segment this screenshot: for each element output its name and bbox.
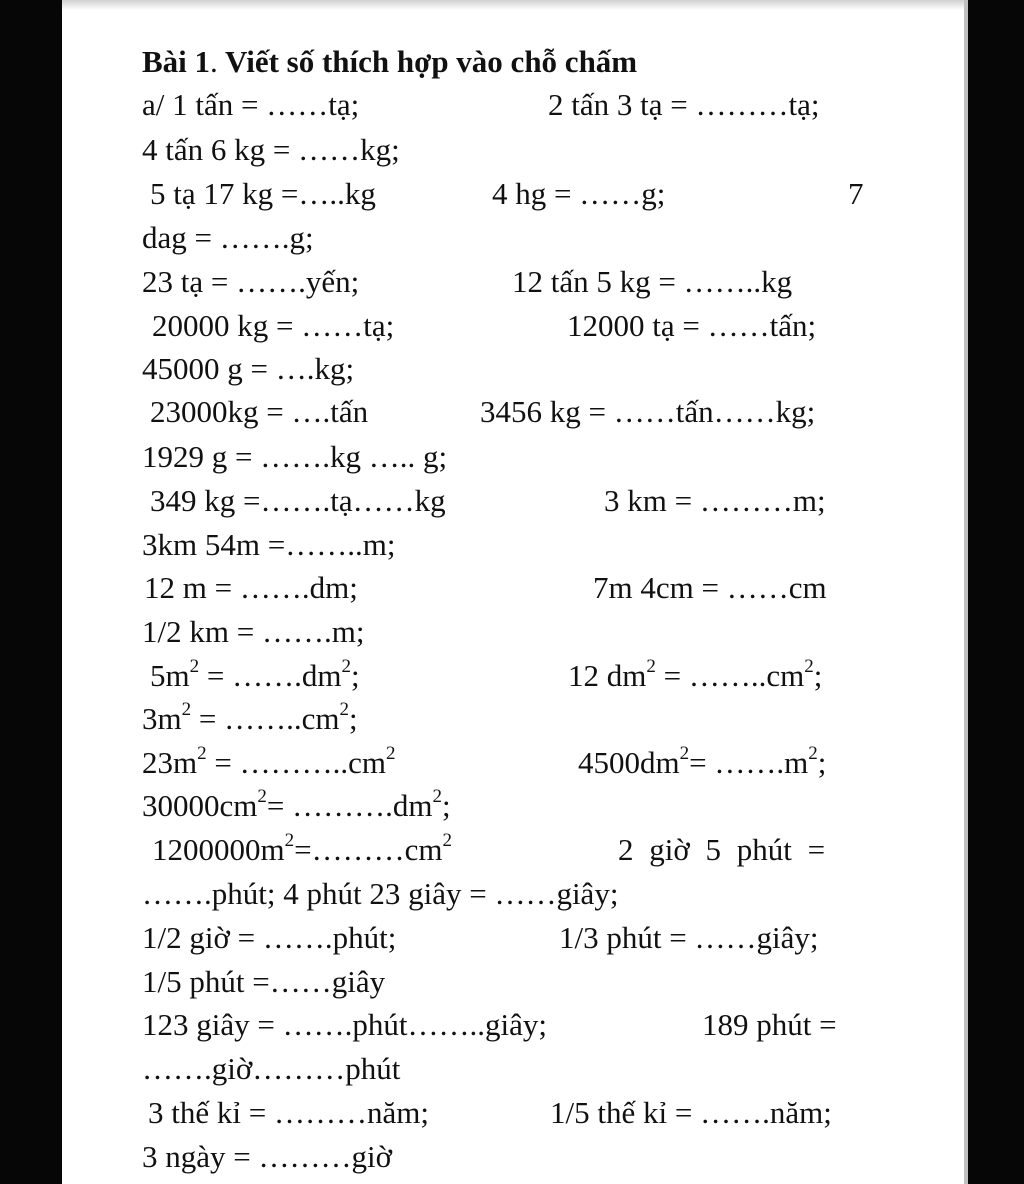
- text: 5m: [150, 658, 190, 693]
- item: 7: [848, 176, 864, 211]
- superscript: 2: [257, 785, 267, 807]
- text: 1200000m: [152, 832, 285, 867]
- superscript: 2: [808, 742, 818, 764]
- item: 3km 54m =……..m;: [142, 527, 396, 562]
- exercise-line: [62, 1135, 964, 1179]
- text: ;: [350, 658, 360, 693]
- item: 3 thế kỉ = ………năm;: [148, 1095, 429, 1130]
- item: dag = …….g;: [142, 220, 314, 255]
- item: 189 phút =: [702, 1007, 837, 1042]
- item: 5 tạ 17 kg =…..kg: [150, 176, 376, 211]
- item: 3 km = ………m;: [604, 483, 826, 518]
- superscript: 2: [181, 698, 192, 720]
- exercise-line: [62, 128, 964, 172]
- exercise-line: [62, 216, 964, 260]
- exercise-line: [62, 610, 964, 654]
- item: [142, 784, 451, 828]
- exercise-title: [62, 40, 964, 84]
- item: …….giờ………phút: [142, 1051, 401, 1086]
- superscript: 2: [189, 655, 200, 677]
- exercise-line: [62, 1091, 964, 1135]
- superscript: 2: [341, 655, 351, 677]
- exercise-line: [62, 523, 964, 567]
- item: 1/2 giờ = …….phút;: [142, 920, 397, 955]
- superscript: 2: [339, 698, 349, 720]
- text: 23m: [142, 745, 198, 780]
- text: ;: [813, 658, 823, 693]
- document-page: [62, 0, 964, 1184]
- item: [142, 741, 395, 785]
- exercise-line: [62, 1047, 964, 1091]
- exercise-line: [62, 654, 964, 698]
- exercise-line: [62, 304, 964, 348]
- item: 1929 g = …….kg ….. g;: [142, 439, 448, 474]
- exercise-line: [62, 479, 964, 523]
- item: 123 giây = …….phút……..giây;: [142, 1007, 547, 1042]
- superscript: 2: [442, 829, 452, 851]
- exercise-line: [62, 741, 964, 785]
- exercise-line: [62, 1003, 964, 1047]
- text: =………cm: [294, 832, 443, 867]
- exercise-line: [62, 828, 964, 872]
- item: 4 tấn 6 kg = ……kg;: [142, 132, 400, 167]
- text: = …….m: [689, 745, 809, 780]
- exercise-line: [62, 390, 964, 434]
- item: 20000 kg = ……tạ;: [152, 308, 395, 343]
- superscript: 2: [284, 829, 295, 851]
- superscript: 2: [646, 655, 656, 677]
- title-text: Viết số thích hợp vào chỗ chấm: [217, 44, 638, 79]
- item: 45000 g = ….kg;: [142, 351, 355, 386]
- text: ;: [817, 745, 827, 780]
- item: [152, 828, 452, 872]
- exercise-line: [62, 697, 964, 741]
- exercise-line: [62, 784, 964, 828]
- item: 12 m = …….dm;: [144, 570, 358, 605]
- item: [568, 654, 822, 698]
- text: = ……..cm: [655, 658, 805, 693]
- item: 23000kg = ….tấn: [150, 394, 369, 429]
- superscript: 2: [432, 785, 442, 807]
- text: = ……..cm: [191, 701, 340, 736]
- text: 30000cm: [142, 788, 258, 823]
- text: ;: [441, 788, 451, 823]
- item: 3 ngày = ………giờ: [142, 1139, 392, 1174]
- title-bold: Bài 1: [142, 44, 211, 79]
- item: [142, 697, 358, 741]
- item: [150, 654, 360, 698]
- exercise-line: [62, 260, 964, 304]
- exercise-line: [62, 347, 964, 391]
- item: [578, 741, 826, 785]
- superscript: 2: [804, 655, 814, 677]
- text: 3m: [142, 701, 182, 736]
- top-shadow: [62, 0, 964, 10]
- item: 349 kg =…….tạ……kg: [150, 483, 446, 518]
- item: 1/2 km = …….m;: [142, 614, 365, 649]
- superscript: 2: [679, 742, 690, 764]
- item: 7m 4cm = ……cm: [593, 570, 827, 605]
- exercise-line: [62, 83, 964, 127]
- exercise-line: [62, 172, 964, 216]
- item: a/ 1 tấn = ……tạ;: [142, 87, 360, 122]
- text: 4500dm: [578, 745, 680, 780]
- item: 2 giờ 5 phút =: [618, 832, 826, 867]
- item: 2 tấn 3 tạ = ………tạ;: [548, 87, 820, 122]
- superscript: 2: [197, 742, 207, 764]
- item: 12000 tạ = ……tấn;: [567, 308, 817, 343]
- item: …….phút; 4 phút 23 giây = ……giây;: [142, 876, 619, 911]
- item: 1/5 thế kỉ = …….năm;: [550, 1095, 832, 1130]
- text: = …….dm: [199, 658, 342, 693]
- exercise-line: [62, 916, 964, 960]
- exercise-line: [62, 566, 964, 610]
- text: ;: [348, 701, 358, 736]
- exercise-line: [62, 435, 964, 479]
- item: 3456 kg = ……tấn……kg;: [480, 394, 816, 429]
- page-edge: [964, 0, 968, 1184]
- title-dot: .: [210, 44, 218, 79]
- text: = ………..cm: [206, 745, 386, 780]
- exercise-line: [62, 960, 964, 1004]
- item: 1/5 phút =……giây: [142, 964, 386, 999]
- text: 12 dm: [568, 658, 647, 693]
- item: 1/3 phút = ……giây;: [559, 920, 819, 955]
- exercise-line: [62, 872, 964, 916]
- text: = ……….dm: [266, 788, 433, 823]
- superscript: 2: [385, 742, 396, 764]
- item: 12 tấn 5 kg = ……..kg: [512, 264, 793, 299]
- item: 23 tạ = …….yến;: [142, 264, 360, 299]
- item: 4 hg = ……g;: [492, 176, 666, 211]
